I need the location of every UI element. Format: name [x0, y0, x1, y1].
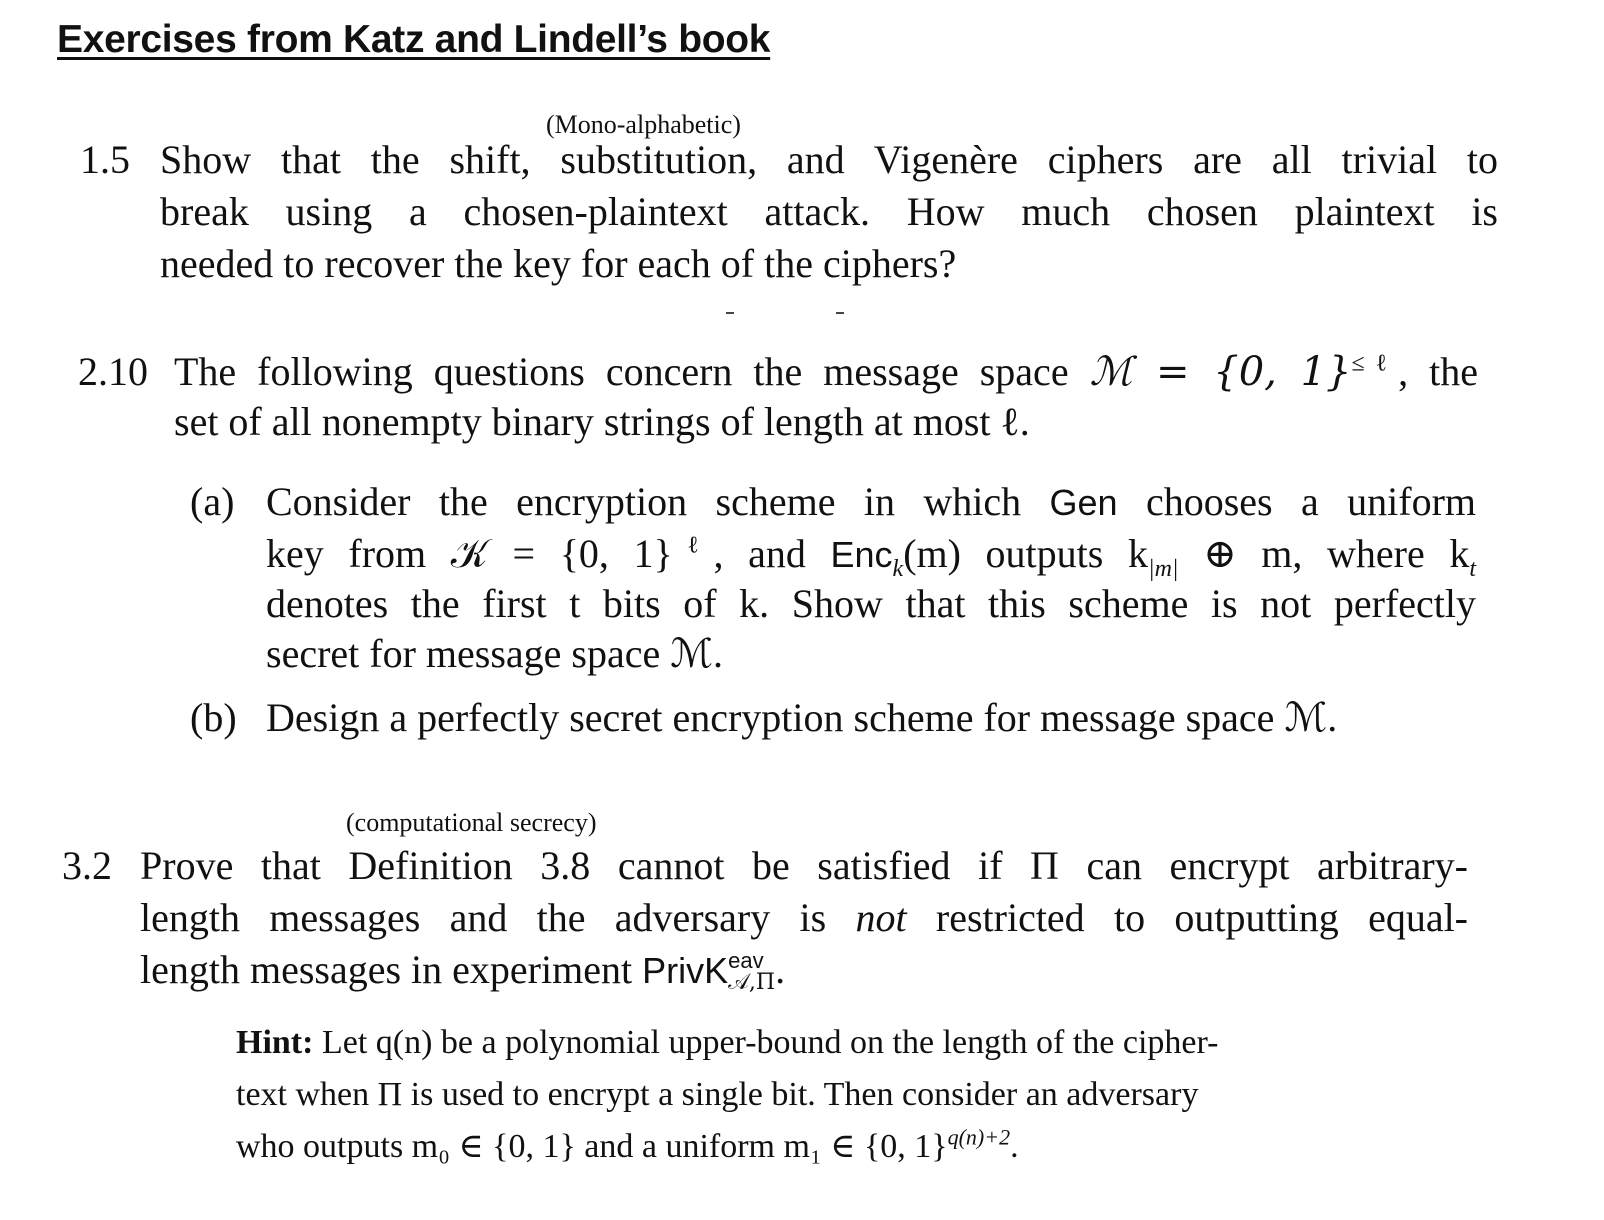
- exercise-3-2-line-2-pre: length messages and the adversary is: [140, 895, 827, 940]
- part-a-label: (a): [190, 479, 235, 524]
- emphasis-not: not: [855, 895, 907, 940]
- annotation-computational-secrecy: (computational secrecy): [346, 808, 597, 837]
- exercise-number-2-10: 2.10: [78, 349, 148, 394]
- hint-line-1: [236, 1024, 1219, 1062]
- exercise-2-10-line-1-tail: , the: [1398, 349, 1479, 394]
- annotation-mono-alphabetic: (Mono-alphabetic): [546, 110, 741, 139]
- kt-subscript: t: [1469, 556, 1477, 582]
- privk-experiment: PrivK: [642, 950, 729, 991]
- part-a-line-4: secret for message space ℳ.: [266, 631, 724, 676]
- enc-argument: (m) outputs k: [903, 531, 1148, 576]
- privk-superscript: eav: [728, 948, 764, 973]
- exercise-2-10-line-1-text: The following questions concern the message space: [174, 349, 1069, 394]
- hint-line-2: text when Π is used to encrypt a single bit. Then consider an adversary: [236, 1076, 1199, 1113]
- key-prefix-subscript: |m|: [1147, 556, 1179, 582]
- exercise-3-2-line-1: Prove that Definition 3.8 cannot be satisfied if Π can encrypt arbitrary-: [140, 843, 1468, 888]
- hint-line-3: [236, 1126, 1019, 1166]
- part-a-line-1-pre: Consider the encryption scheme in which: [266, 479, 1022, 524]
- hint-line-3-end: .: [1010, 1128, 1019, 1165]
- part-a-line-3: denotes the first t bits of k. Show that this scheme is not perfectly: [266, 581, 1476, 626]
- exercise-number-1-5: 1.5: [80, 137, 130, 182]
- message-space: ℳ = {0, 1}: [1089, 349, 1352, 395]
- xor-clause: ⊕ m, where k: [1178, 531, 1470, 576]
- exercise-3-2-line-2: [140, 894, 1468, 941]
- privk-subscript: 𝒜,Π: [728, 970, 776, 995]
- part-b-label: (b): [190, 695, 237, 740]
- hint-line-1-text: Let q(n) be a polynomial upper-bound on the length of the cipher-: [321, 1024, 1219, 1061]
- hint-label: Hint:: [236, 1024, 314, 1061]
- stray-mark: [726, 312, 734, 314]
- page-title: Exercises from Katz and Lindell’s book: [57, 18, 771, 61]
- exercise-2-10-line-1: [174, 348, 1478, 395]
- part-b-line: Design a perfectly secret encryption scheme for message space ℳ.: [266, 695, 1338, 740]
- hint-line-3-text: who outputs m₀ ∈ {0, 1} and a uniform m₁ ∈ {0, 1}: [236, 1128, 948, 1165]
- part-a-line-1: [266, 478, 1476, 525]
- exercise-number-3-2: 3.2: [62, 843, 112, 888]
- stray-mark: [836, 312, 844, 314]
- enc-algorithm: Enc: [830, 534, 893, 575]
- part-a-line-1-post: chooses a uniform: [1145, 479, 1476, 524]
- exercise-3-2-line-3: [140, 946, 785, 994]
- exercise-3-2-line-3-pre: length messages in experiment: [140, 947, 633, 992]
- exercise-1-5-line-1: Show that the shift, substitution, and Vigenère ciphers are all trivial to: [160, 137, 1498, 182]
- exercise-3-2-line-3-end: .: [775, 947, 786, 992]
- exercise-3-2-line-2-post: restricted to outputting equal-: [935, 895, 1469, 940]
- exercise-1-5-line-2: break using a chosen-plaintext attack. How much chosen plaintext is: [160, 189, 1498, 234]
- part-a-and: , and: [713, 531, 806, 576]
- gen-algorithm: Gen: [1049, 482, 1118, 523]
- key-space: key from 𝒦 = {0, 1}: [266, 531, 673, 576]
- hint-exponent: q(n)+2: [947, 1124, 1011, 1150]
- enc-subscript: k: [892, 556, 904, 582]
- exercise-2-10-line-2: set of all nonempty binary strings of length at most ℓ.: [174, 399, 1030, 444]
- key-space-sup: ℓ: [672, 532, 714, 559]
- message-space-sup: ≤ℓ: [1351, 350, 1399, 377]
- part-a-line-2: [266, 530, 1477, 582]
- exercise-1-5-line-3: needed to recover the key for each of the ciphers?: [160, 241, 957, 286]
